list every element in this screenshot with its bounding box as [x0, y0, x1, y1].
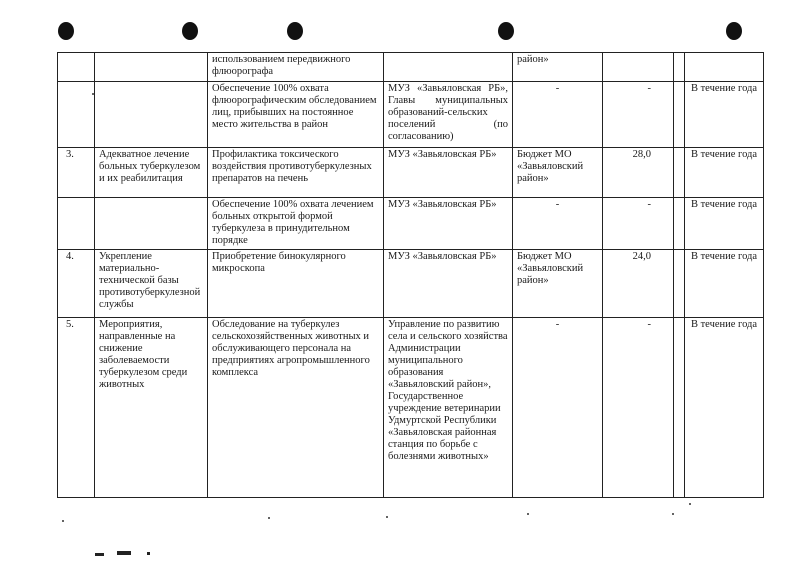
funding-amount: 24,0: [603, 250, 674, 318]
funding-source: -: [513, 198, 603, 250]
table-row: [58, 82, 764, 148]
funding-amount: -: [603, 198, 674, 250]
funding-amount: -: [603, 82, 674, 148]
row-number: 4.: [58, 250, 95, 318]
extra-cell: [674, 148, 685, 198]
extra-cell: [674, 198, 685, 250]
table-row: [58, 53, 764, 82]
scan-speck: [386, 516, 388, 518]
scan-speck: [527, 513, 529, 515]
row-number: [58, 53, 95, 82]
table-row: [58, 198, 764, 250]
task-area: Укрепление материально-технической базы противотуберкулезной службы: [95, 250, 208, 318]
funding-amount: -: [603, 318, 674, 498]
program-measures-table: [57, 52, 764, 498]
executor-text: МУЗ «Завьяловская РБ», Главы муниципальных образований-сельских поселений (по согласованию): [384, 82, 513, 148]
measure-text: Обследование на туберкулез сельскохозяйственных животных и обслуживающего персонала на предприятиях агропромышленного комплекса: [208, 318, 384, 498]
task-area: [95, 198, 208, 250]
term-text: В течение года: [685, 250, 764, 318]
extra-cell: [674, 53, 685, 82]
scan-mark: [117, 551, 131, 555]
scan-mark: [147, 552, 150, 555]
task-area: [95, 53, 208, 82]
scan-speck: [92, 93, 94, 95]
funding-source: -: [513, 318, 603, 498]
funding-source: район»: [513, 53, 603, 82]
term-text: В течение года: [685, 318, 764, 498]
table-row: [58, 148, 764, 198]
table-row: [58, 318, 764, 498]
task-area: [95, 82, 208, 148]
executor-text: [384, 53, 513, 82]
table-row: [58, 250, 764, 318]
row-number: 3.: [58, 148, 95, 198]
punch-hole-1: [58, 22, 74, 40]
row-number: [58, 82, 95, 148]
scan-mark: [95, 553, 104, 556]
funding-source: -: [513, 82, 603, 148]
punch-hole-3: [287, 22, 303, 40]
measure-text: Обеспечение 100% охвата флюорографическим обследованием лиц, прибывших на постоянное место жительства в район: [208, 82, 384, 148]
funding-amount: [603, 53, 674, 82]
extra-cell: [674, 250, 685, 318]
term-text: В течение года: [685, 198, 764, 250]
measure-text: использованием передвижного флюорографа: [208, 53, 384, 82]
row-number: [58, 198, 95, 250]
task-area: Мероприятия, направленные на снижение заболеваемости туберкулезом среди животных: [95, 318, 208, 498]
row-number: 5.: [58, 318, 95, 498]
executor-text: МУЗ «Завьяловская РБ»: [384, 198, 513, 250]
funding-source: Бюджет МО «Завьяловский район»: [513, 148, 603, 198]
task-area: Адекватное лечение больных туберкулезом и их реабилитация: [95, 148, 208, 198]
executor-text: Управление по развитию села и сельского хозяйства Администрации муниципального образования «Завьяловский район», Государственное учреждение ветеринарии Удмуртской Республики «Завьяловская районная станция по борьбе с болезнями животных»: [384, 318, 513, 498]
executor-text: МУЗ «Завьяловская РБ»: [384, 148, 513, 198]
punch-hole-5: [726, 22, 742, 40]
extra-cell: [674, 82, 685, 148]
measure-text: Профилактика токсического воздействия противотуберкулезных препаратов на печень: [208, 148, 384, 198]
measure-text: Приобретение бинокулярного микроскопа: [208, 250, 384, 318]
scan-speck: [268, 517, 270, 519]
term-text: В течение года: [685, 82, 764, 148]
funding-source: Бюджет МО «Завьяловский район»: [513, 250, 603, 318]
scan-speck: [672, 513, 674, 515]
scan-speck: [689, 503, 691, 505]
term-text: В течение года: [685, 148, 764, 198]
punch-hole-2: [182, 22, 198, 40]
funding-amount: 28,0: [603, 148, 674, 198]
measure-text: Обеспечение 100% охвата лечением больных открытой формой туберкулеза в принудительном порядке: [208, 198, 384, 250]
term-text: [685, 53, 764, 82]
punch-hole-4: [498, 22, 514, 40]
executor-text: МУЗ «Завьяловская РБ»: [384, 250, 513, 318]
extra-cell: [674, 318, 685, 498]
scan-speck: [62, 520, 64, 522]
